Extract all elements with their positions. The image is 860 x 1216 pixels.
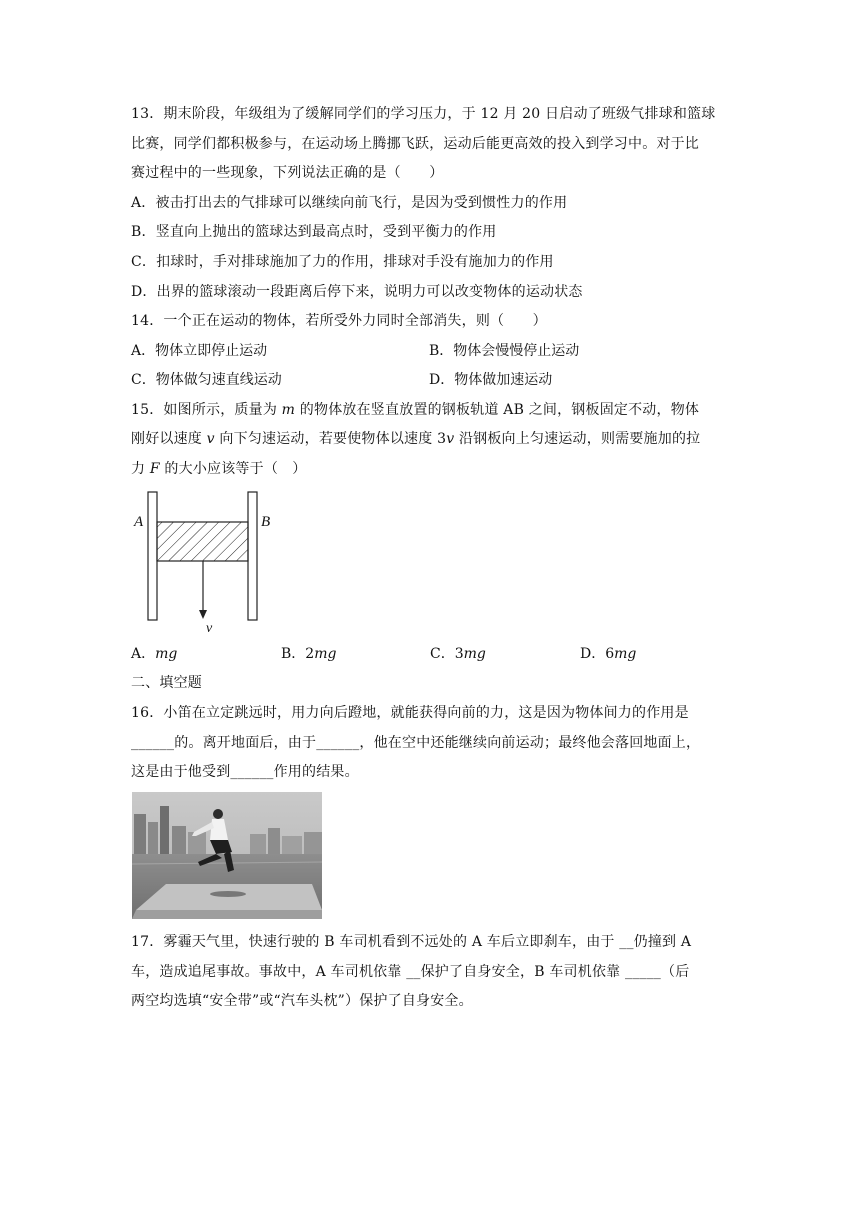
q15-stem-line-1 xyxy=(131,400,699,420)
label-v: v xyxy=(206,621,213,636)
q15-text: 刚好以速度 xyxy=(131,431,207,447)
label-b: B xyxy=(261,514,271,530)
q15-text: 沿钢板向上匀速运动，则需要施加的拉 xyxy=(454,431,701,447)
q16-line-3: 这是由于他受到______作用的结果。 xyxy=(131,764,359,780)
q16-line-1: 16．小笛在立定跳远时，用力向后蹬地，就能获得向前的力，这是因为物体间力的作用是 xyxy=(131,705,689,721)
velocity-arrowhead xyxy=(199,610,207,619)
q14-option-c: C．物体做匀速直线运动 xyxy=(131,372,282,388)
plate-a xyxy=(148,492,157,620)
q15-var-f: F xyxy=(149,461,160,477)
q15-stem-line-3 xyxy=(131,459,306,479)
option-coef: 2 xyxy=(305,646,315,662)
q13-option-b: B．竖直向上抛出的篮球达到最高点时，受到平衡力的作用 xyxy=(131,224,497,240)
q15-var-v: v xyxy=(446,431,455,447)
long-jump-photo xyxy=(132,792,322,919)
q13-option-d: D．出界的篮球滚动一段距离后停下来，说明力可以改变物体的运动状态 xyxy=(131,284,583,300)
option-unit: mg xyxy=(463,646,486,662)
section-heading-fill-in: 二、填空题 xyxy=(131,675,202,691)
q13-option-a: A．被击打出去的气排球可以继续向前飞行，是因为受到惯性力的作用 xyxy=(131,195,568,211)
q15-figure xyxy=(128,488,288,638)
q15-var-v: v xyxy=(206,431,215,447)
option-prefix: B． xyxy=(281,646,306,662)
q15-option-a xyxy=(131,644,177,664)
q13-option-c: C．扣球时，手对排球施加了力的作用，排球对手没有施加力的作用 xyxy=(131,254,554,270)
q16-line-2: ______的。离开地面后，由于______，他在空中还能继续向前运动；最终他会落回地面上， xyxy=(131,735,701,751)
option-prefix: D． xyxy=(580,646,606,662)
q14-stem: 14．一个正在运动的物体，若所受外力同时全部消失，则（ ） xyxy=(131,313,547,329)
q15-option-c xyxy=(430,644,486,664)
q17-line-1: 17．雾霾天气里，快速行驶的 B 车司机看到不远处的 A 车后立即刹车，由于 __仍撞到 A xyxy=(131,934,692,950)
q17-line-2: 车，造成追尾事故。事故中，A 车司机依靠 __保护了自身安全，B 车司机依靠 _____（后 xyxy=(131,964,690,980)
q14-option-a: A．物体立即停止运动 xyxy=(131,343,268,359)
option-prefix: A． xyxy=(131,646,156,662)
q14-option-d: D．物体做加速运动 xyxy=(429,372,553,388)
q15-text: 向下匀速运动，若要使物体以速度 3 xyxy=(214,431,447,447)
q15-var-m: m xyxy=(281,402,296,418)
q13-stem-line-3: 赛过程中的一些现象，下列说法正确的是（ ） xyxy=(131,165,444,181)
option-unit: mg xyxy=(614,646,637,662)
q14-option-b: B．物体会慢慢停止运动 xyxy=(429,343,580,359)
q15-text: 的大小应该等于（ ） xyxy=(159,461,307,477)
option-prefix: C． xyxy=(430,646,455,662)
q15-text: 力 xyxy=(131,461,150,477)
q15-text: 的物体放在竖直放置的钢板轨道 AB 之间，钢板固定不动，物体 xyxy=(295,402,700,418)
option-coef: 6 xyxy=(605,646,615,662)
q13-stem-line-1: 13．期末阶段，年级组为了缓解同学们的学习压力，于 12 月 20 日启动了班级气排球和篮球 xyxy=(131,106,716,122)
q17-line-3: 两空均选填“安全带”或“汽车头枕”）保护了自身安全。 xyxy=(131,993,473,1009)
q15-stem-line-2 xyxy=(131,429,700,449)
option-coef: 3 xyxy=(454,646,464,662)
block xyxy=(157,522,248,561)
option-unit: mg xyxy=(314,646,337,662)
plate-b xyxy=(248,492,257,620)
q15-option-b xyxy=(281,644,336,664)
label-a: A xyxy=(134,514,144,530)
q15-option-d xyxy=(580,644,636,664)
q15-text: 15．如图所示，质量为 xyxy=(131,402,282,418)
q13-stem-line-2: 比赛，同学们都积极参与，在运动场上腾挪飞跃，运动后能更高效的投入到学习中。对于比 xyxy=(131,136,699,152)
option-unit: mg xyxy=(155,646,178,662)
